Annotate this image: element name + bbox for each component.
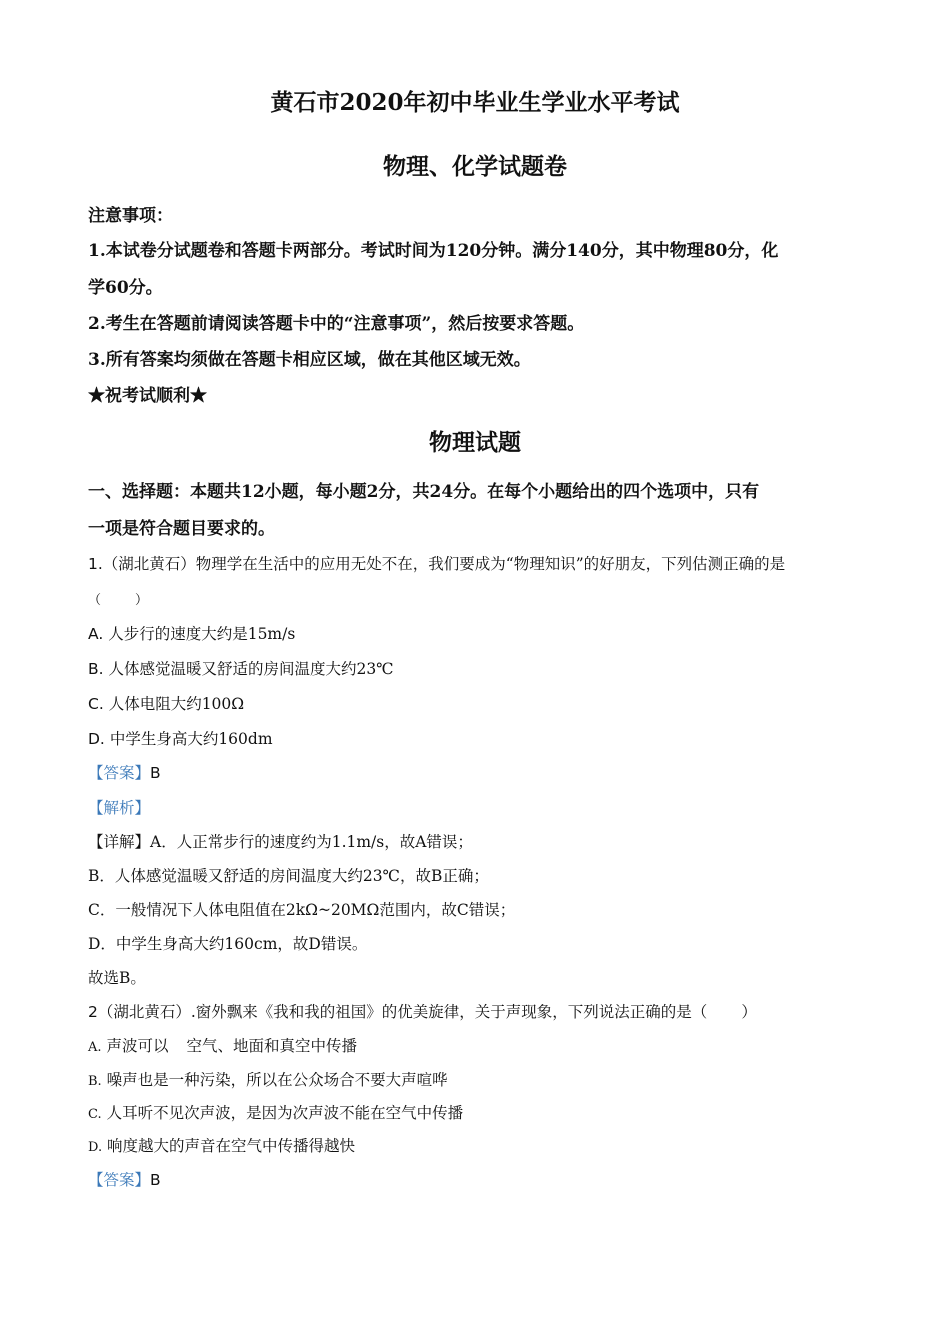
q2-option-b-text: 噪声也是一种污染，所以在公众场合不要大声喧哗 (106, 1071, 448, 1089)
q1-answer (88, 762, 863, 784)
q1-detail-a-text: A．人正常步行的速度约为1.1m/s，故A错误； (150, 833, 473, 851)
q2-option-d-label: D. (88, 1140, 103, 1155)
q1-option-c-label: C. (88, 695, 104, 713)
q2-answer-value: B (150, 1171, 161, 1189)
q1-detail-c: C．一般情况下人体电阻值在2kΩ~20MΩ范围内，故C错误； (88, 901, 516, 919)
notice-item-3: 3.所有答案均须做在答题卡相应区域，做在其他区域无效。 (88, 350, 531, 370)
q1-option-a-label: A. (88, 625, 104, 643)
q1-answer-blank (88, 590, 863, 612)
q2-answer-tag: 【答案】 (88, 1171, 151, 1189)
q2-option-a-label: A. (88, 1040, 102, 1055)
q1-option-b (88, 658, 863, 680)
q1-option-b-label: B. (88, 660, 104, 678)
q2-option-a-text-1: 声波可以 (106, 1037, 169, 1055)
q2-option-b-label: B. (88, 1074, 102, 1089)
good-luck-line: ★祝考试顺利★ (88, 386, 207, 406)
q2-option-b (88, 1069, 863, 1093)
notice-heading: 注意事项： (88, 206, 173, 226)
q1-detail-a (88, 831, 863, 853)
q1-option-d-label: D. (88, 730, 105, 748)
q2-number: 2 (88, 1003, 98, 1021)
q2-stem (88, 1001, 863, 1023)
q2-paren-close: ） (741, 1003, 757, 1021)
notice-item-1: 1.本试卷分试题卷和答题卡两部分。考试时间为120分钟。满分140分，其中物理80分，化 (88, 241, 779, 261)
q1-stem-text: （湖北黄石）物理学在生活中的应用无处不在，我们要成为“物理知识”的好朋友，下列估测正确的是 (102, 555, 786, 573)
notice-item-2: 2.考生在答题前请阅读答题卡中的“注意事项”，然后按要求答题。 (88, 314, 585, 334)
q1-option-c (88, 693, 863, 715)
q1-paren-close: ） (135, 593, 149, 608)
exam-subtitle: 物理、化学试题卷 (383, 153, 567, 180)
q1-paren-open: （ (88, 593, 102, 608)
q2-option-a (88, 1035, 863, 1059)
q1-option-b-text: 人体感觉温暖又舒适的房间温度大约23℃ (108, 660, 394, 678)
q2-option-a-text-2: 空气、地面和真空中传播 (186, 1037, 357, 1055)
q2-option-c-label: C. (88, 1107, 102, 1122)
q2-option-d (88, 1135, 863, 1159)
q1-number: 1. (88, 555, 103, 573)
q1-detail-d: D．中学生身高大约160cm，故D错误。 (88, 935, 368, 953)
q2-answer (88, 1169, 863, 1191)
q1-option-a (88, 623, 863, 645)
exam-title: 黄石市2020年初中毕业生学业水平考试 (270, 89, 680, 116)
q1-detail-b: B．人体感觉温暖又舒适的房间温度大约23℃，故B正确； (88, 867, 489, 885)
section-intro-cont: 一项是符合题目要求的。 (88, 519, 275, 539)
q2-option-c (88, 1102, 863, 1126)
q1-option-d (88, 728, 863, 750)
q2-option-d-text: 响度越大的声音在空气中传播得越快 (107, 1137, 356, 1155)
q2-option-c-text: 人耳听不见次声波，是因为次声波不能在空气中传播 (106, 1104, 464, 1122)
q1-conclusion: 故选B。 (88, 969, 146, 987)
q1-detail-tag: 【详解】 (88, 833, 151, 851)
section-intro: 一、选择题：本题共12小题，每小题2分，共24分。在每个小题给出的四个选项中，只有 (88, 482, 760, 502)
q1-answer-tag: 【答案】 (88, 764, 151, 782)
section-title: 物理试题 (429, 429, 521, 456)
q1-answer-value: B (150, 764, 161, 782)
q1-stem (88, 553, 863, 575)
q1-option-d-text: 中学生身高大约160dm (109, 730, 273, 748)
q1-option-a-text: 人步行的速度大约是15m/s (108, 625, 296, 643)
notice-item-1-cont: 学60分。 (88, 278, 163, 298)
q1-option-c-text: 人体电阻大约100Ω (108, 695, 245, 713)
q1-analysis-tag: 【解析】 (88, 799, 151, 817)
q2-stem-text: （湖北黄石）.窗外飘来《我和我的祖国》的优美旋律，关于声现象，下列说法正确的是（ (97, 1003, 708, 1021)
